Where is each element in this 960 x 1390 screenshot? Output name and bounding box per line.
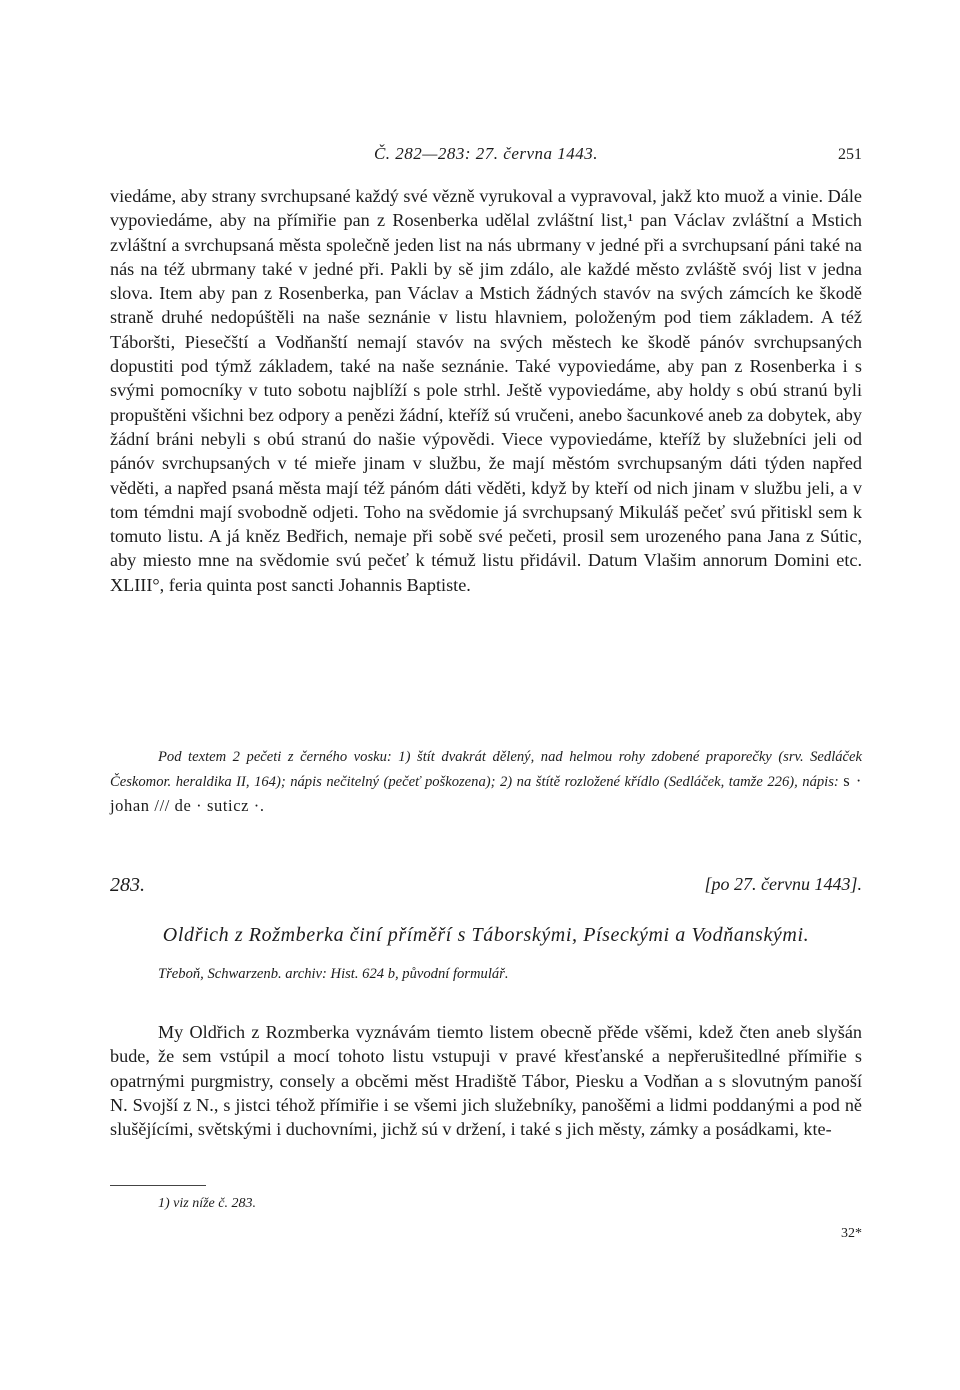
footnote-divider (110, 1185, 206, 1186)
body-paragraph-1: viedáme, aby strany svrchupsané každý své vězně vyrukoval a vypravoval, jakž kto muož a vinie. Dále vypoviedáme, aby na přímiřie pan z Rosenberka udělal zvláštní list,¹ pan Václav zvláštní a Mstich zvláštní a svrchupsaná města společně jeden list na nás ubrmany v jedné při a svrchupsaní páni také na nás na též ubrmany také v jedné při. Pakli by sě jim zdálo, ale každé město zvláště svój list v jedna slova. Item aby pan z Rosenberka, pan Václav a Mstich žádných stavóv na svých zámcích ke škodě straně druhé nedopúštěli na naše seznánie v listu hlavniem, položeným pod tiem základem. A též Táboršti, Piesečští a Vodňanští nemají stavóv na svých městech ke škodě pánóv svrchupsaných dopustiti pod týmž základem, také na naše seznánie. Také vypoviedáme, aby pan z Rosenberka i s svými pomocníky v tuto sobotu najblíží s pole strhl. Ještě vypoviedáme, aby holdy s obú stranú byli propuštěni všichni bez odpory a penězi žádní, kteříž sú vručeni, anebo šacunkové aneb za dobytek, aby žádní bráni nebyli s obú stranú do našie výpovědi. Viece vypoviedáme, kteříž by služebníci jeli od pánóv svrchupsaných v té mieře jinam v službu, že mají městóm svrchupsaným dáti týden napřed věděti, a napřed psaná města mají též pánóm dáti věděti, když by kteří od nich jinam v službu jeli, a v tom témdni mají svobodně odjeti. Toho na svědomie já svrchupsaný Mikuláš pečeť svú přitiskl sem k tomuto listu. A já kněz Bedřich, nemaje při sobě své pečeti, prosil sem urozeného pana Jana z Sútic, aby miesto mne na svědomie svú pečeť k témuž listu přidávil. Datum Vlašim annorum Domini etc. XLIII°, feria quinta post sancti Johannis Baptiste. (110, 186, 862, 595)
running-title: Č. 282—283: 27. června 1443. (373, 144, 599, 163)
running-head (110, 144, 862, 168)
footnote: 1) viz níže č. 283. (158, 1196, 256, 1211)
seal-inscription: s · johan /// de · suticz ·. (110, 771, 863, 815)
document-title: Oldřich z Rožmberka činí příměří s Táborskými, Píseckými a Vodňanskými. (162, 924, 810, 946)
body-paragraph-2: My Oldřich z Rozmberka vyznávám tiemto listem obecně přěde všěmi, kdež čten aneb slyšán bude, že sem vstúpil a mocí tohoto listu vstupuji v pravé křesťanské a nepřerušitedlné přímiřie s opatrnými purgmistry, consely a obcěmi měst Hradiště Tábor, Piesku a Vodňan a s slovutným panoší N. Svojší z N., s jistci téhož přímiřie i se všemi jich služebníky, panošěmi a lidmi poddanými a pod ně slušějícími, světskými i duchovními, jichž sú v držení, i také s jich městy, zámky a posádkami, kte- (110, 1022, 862, 1140)
document-header (110, 874, 862, 902)
document-number: 283. (110, 874, 145, 896)
signature-mark: 32* (841, 1226, 862, 1241)
seal-note-text: Pod textem 2 pečeti z černého vosku: 1) štít dvakrát dělený, nad helmou rohy zdobené praporečky (srv. Sedláček Českomor. heraldika II, 164); nápis nečitelný (pečeť poškozena); 2) na štítě rozložené křídlo (Sedláček, tamže 226), nápis: (110, 749, 862, 790)
seal-note (110, 746, 862, 819)
page-number: 251 (838, 146, 862, 163)
document-source: Třeboň, Schwarzenb. archiv: Hist. 624 b, původní formulář. (158, 966, 509, 982)
document-date: [po 27. červnu 1443]. (704, 874, 862, 894)
